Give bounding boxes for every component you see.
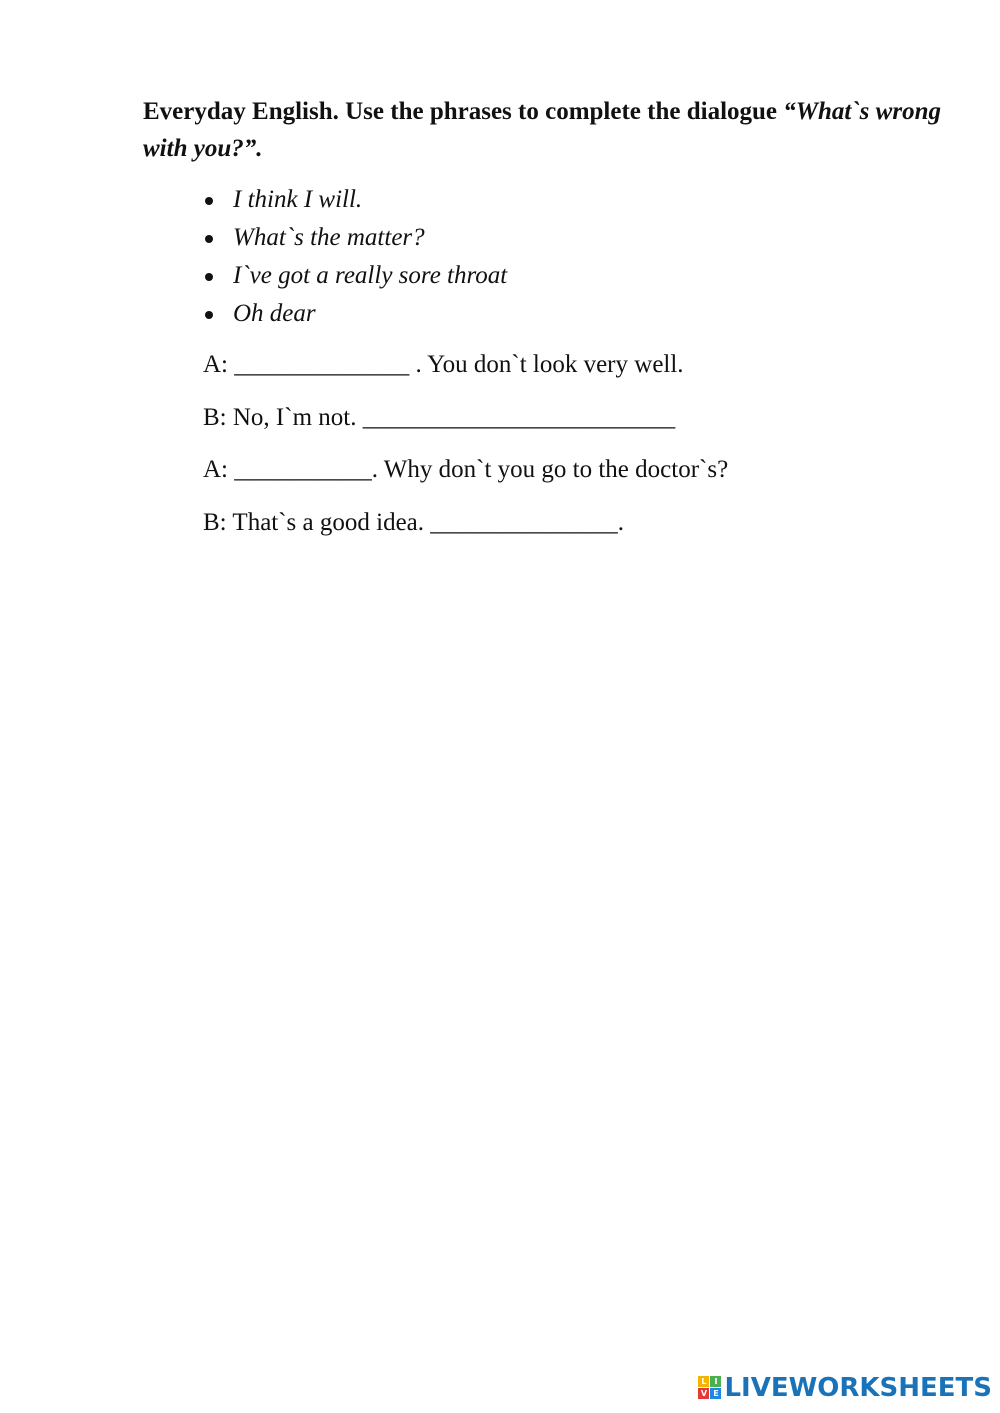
bullet-icon [205, 273, 213, 281]
dialogue-line-b1[interactable]: B: No, I`m not. _________________________ [203, 403, 676, 431]
bullet-icon [205, 197, 213, 205]
phrase-text: What`s the matter? [233, 224, 425, 251]
dialogue [203, 346, 728, 556]
phrase-text: I`ve got a really sore throat [233, 262, 508, 289]
dialogue-line-b2[interactable]: B: That`s a good idea. _______________. [203, 508, 625, 536]
dialogue-title: “What`s wrong with you?”. [143, 98, 941, 162]
bullet-icon [205, 235, 213, 243]
phrase-item [202, 219, 507, 257]
phrase-list [202, 181, 507, 333]
bullet-icon [205, 311, 213, 319]
dialogue-line-a2[interactable]: A: ___________. Why don`t you go to the doctor`s? [203, 456, 729, 483]
liveworksheets-watermark [698, 1373, 992, 1403]
phrase-item [202, 181, 507, 219]
dialogue-line-a1[interactable]: A: ______________ . You don`t look very well. [203, 351, 684, 378]
instruction-bold: Everyday English. Use the phrases to complete the dialogue [143, 98, 784, 125]
phrase-item [202, 257, 507, 295]
watermark-text: LIVEWORKSHEETS [724, 1373, 992, 1403]
liveworksheets-logo-icon: L I V E [698, 1376, 722, 1400]
phrase-item [202, 295, 507, 333]
phrase-text: I think I will. [233, 186, 363, 213]
phrase-text: Oh dear [233, 300, 316, 327]
instruction-text [143, 93, 943, 167]
